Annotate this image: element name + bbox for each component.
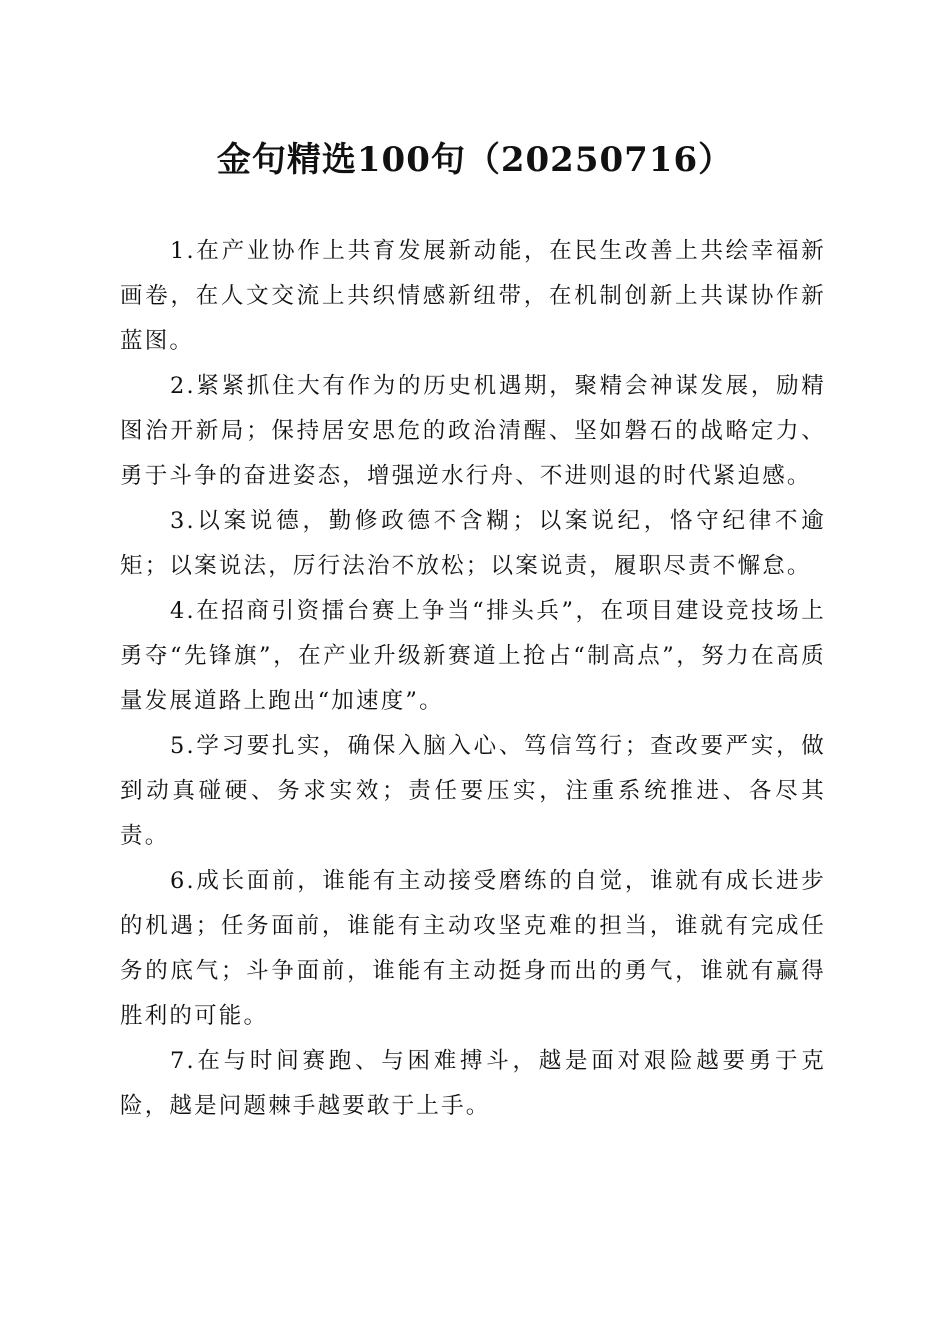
paragraph-2: 2.紧紧抓住大有作为的历史机遇期，聚精会神谋发展，励精图治开新局；保持居安思危的政治清醒、坚如磐石的战略定力、勇于斗争的奋进姿态，增强逆水行舟、不进则退的时代紧迫感。: [120, 373, 826, 489]
paragraph-6: 6.成长面前，谁能有主动接受磨练的自觉，谁就有成长进步的机遇；任务面前，谁能有主动攻坚克难的担当，谁就有完成任务的底气；斗争面前，谁能有主动挺身而出的勇气，谁就有赢得胜利的可能。: [120, 868, 826, 1029]
paragraph-7: 7.在与时间赛跑、与困难搏斗，越是面对艰险越要勇于克险，越是问题棘手越要敢于上手。: [120, 1048, 826, 1119]
document-title: 金句精选100句（20250716）: [216, 140, 734, 180]
paragraph-4: 4.在招商引资擂台赛上争当“排头兵”，在项目建设竞技场上勇夺“先锋旗”，在产业升级新赛道上抢占“制高点”，努力在高质量发展道路上跑出“加速度”。: [120, 598, 826, 714]
paragraph-3: 3.以案说德，勤修政德不含糊；以案说纪，恪守纪律不逾矩；以案说法，厉行法治不放松；以案说责，履职尽责不懈怠。: [120, 508, 826, 579]
paragraph-5: 5.学习要扎实，确保入脑入心、笃信笃行；查改要严实，做到动真碰硬、务求实效；责任要压实，注重系统推进、各尽其责。: [120, 733, 826, 849]
document-body: [120, 229, 826, 1129]
paragraph-1: 1.在产业协作上共育发展新动能，在民生改善上共绘幸福新画卷，在人文交流上共织情感新纽带，在机制创新上共谋协作新蓝图。: [120, 238, 826, 354]
